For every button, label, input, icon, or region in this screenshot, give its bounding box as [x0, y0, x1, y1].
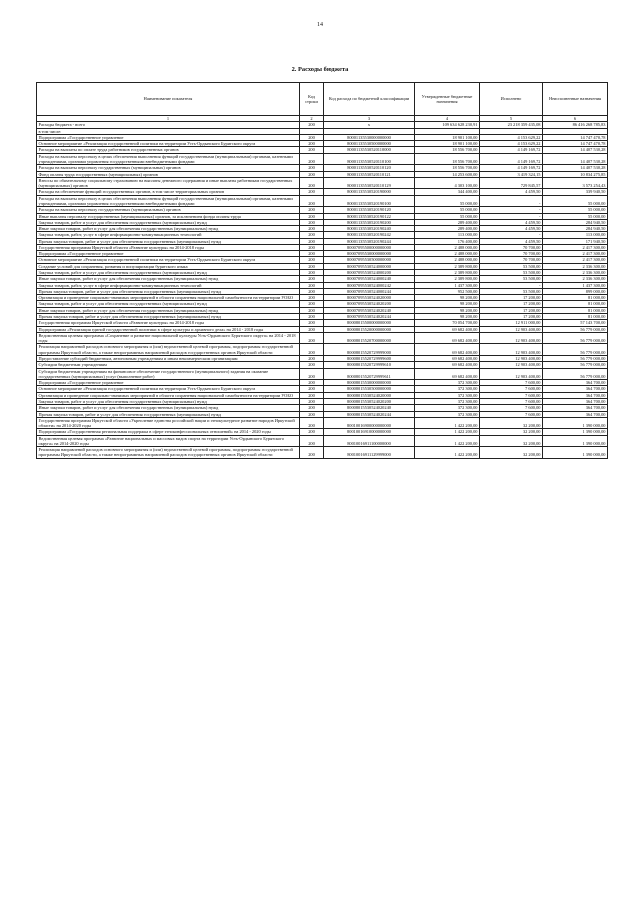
row-line-code: 200 [300, 270, 324, 276]
row-name: Государственная программа Иркутской области «Развитие культуры» на 2014-2018 годы [37, 320, 300, 326]
row-unexecuted: 1 390 000,00 [543, 417, 608, 429]
row-name: Реализация направлений расходов основного мероприятия и (или) ведомственной целевой программы, подпрограммы государственной программы Иркутской области, а также непрограммных направлений расходов государственных органов Иркутской области [37, 344, 300, 356]
row-line-code: 200 [300, 263, 324, 269]
row-executed: 70 700,00 [480, 257, 543, 263]
row-budget-code: 80001135530000000000 [324, 134, 415, 140]
row-executed: 12 903 400,00 [480, 362, 543, 368]
row-executed: 53 500,00 [480, 270, 543, 276]
row-unexecuted: 113 000,00 [543, 232, 608, 238]
row-budget-code: 80001135530520110120 [324, 165, 415, 171]
column-number: 2 [300, 116, 324, 122]
table-row [37, 368, 608, 380]
row-line-code: 200 [300, 165, 324, 171]
row-executed: 4 459,50 [480, 226, 543, 232]
row-name: Закупка товаров, работ, услуг в сфере информационно-коммуникационных технологий [37, 232, 300, 238]
row-name: Предоставление субсидий бюджетным, автономным учреждениям и иным некоммерческим организациям [37, 355, 300, 361]
section-title: 2. Расходы бюджета [291, 66, 349, 73]
row-unexecuted: 1 390 000,00 [543, 435, 608, 447]
row-name: Расходы на выплаты персоналу в целях обеспечения выполнения функций государственными (муниципальными) органами, казенными учреждениями, органами управления государственными внебюджетными фондами [37, 195, 300, 207]
row-budget-code: 80008015520729999610 [324, 362, 415, 368]
row-budget-code: 80007095530500000000 [324, 257, 415, 263]
row-executed: 7 600,00 [480, 386, 543, 392]
row-unexecuted: 2 336 300,00 [543, 263, 608, 269]
page-number: 14 [317, 22, 323, 28]
row-approved: 2 488 000,00 [415, 251, 480, 257]
row-unexecuted: 1 390 000,00 [543, 447, 608, 459]
row-line-code: 200 [300, 153, 324, 165]
row-budget-code: 80007095530524000242 [324, 282, 415, 288]
row-approved: 2 488 000,00 [415, 244, 480, 250]
row-executed: 4 149 169,72 [480, 153, 543, 165]
row-unexecuted: 14 747 470,78 [543, 134, 608, 140]
row-budget-code: 80001135530520190244 [324, 238, 415, 244]
row-line-code: 200 [300, 238, 324, 244]
row-name: Подпрограмма «Реализация единой государственной политики в сфере культуры и архивного дела» на 2014 - 2018 годы [37, 326, 300, 332]
row-name: Государственная программа Иркутской области «Укрепление единства российской нации и этнокультурное развитие народов Иркутской области» на 2014-2020 годы [37, 417, 300, 429]
row-name: Основное мероприятие «Реализация государственной политики на территории Усть-Ордынского Бурятского округа [37, 257, 300, 263]
row-unexecuted: 2 336 300,00 [543, 270, 608, 276]
row-name: Ведомственная целевая программа «Развитие национальных и массовых видов спорта на территории Усть-Ордынского Бурятского округа» на 2014-2020 годы [37, 435, 300, 447]
row-line-code: 200 [300, 398, 324, 404]
row-executed: 4 459,50 [480, 238, 543, 244]
row-executed: 53 500,00 [480, 263, 543, 269]
row-approved: 113 000,00 [415, 232, 480, 238]
row-executed: - [480, 282, 543, 288]
row-executed: 17 200,00 [480, 295, 543, 301]
row-line-code: 200 [300, 276, 324, 282]
row-line-code: 200 [300, 177, 324, 189]
row-unexecuted: 364 700,00 [543, 398, 608, 404]
row-approved: 14 253 600,00 [415, 171, 480, 177]
row-approved: 176 400,00 [415, 238, 480, 244]
row-name: в том числе: [37, 128, 300, 134]
table-row [37, 417, 608, 429]
row-executed: 7 600,00 [480, 398, 543, 404]
row-name: Закупка товаров, работ, услуг в сфере информационно-коммуникационных технологий [37, 282, 300, 288]
row-unexecuted: 14 747 470,78 [543, 141, 608, 147]
row-approved: 1 422 200,00 [415, 429, 480, 435]
header-executed: Исполнено [480, 83, 543, 116]
row-name: Иные закупки товаров, работ и услуг для обеспечения государственных (муниципальных) нужд [37, 226, 300, 232]
row-approved: 98 200,00 [415, 295, 480, 301]
row-budget-code: 80001135530520190200 [324, 219, 415, 225]
row-executed: 12 903 400,00 [480, 344, 543, 356]
row-approved: 372 300,00 [415, 392, 480, 398]
row-unexecuted: 899 000,00 [543, 288, 608, 294]
row-budget-code: 80008015530524020200 [324, 398, 415, 404]
row-line-code: 200 [300, 232, 324, 238]
row-line-code: 200 [300, 429, 324, 435]
row-name: Прочая закупка товаров, работ и услуг для обеспечения государственных (муниципальных) нужд [37, 288, 300, 294]
row-executed: 3 419 324,15 [480, 171, 543, 177]
row-unexecuted: 364 700,00 [543, 411, 608, 417]
row-budget-code: 80007095530524000240 [324, 276, 415, 282]
row-name: Ведомственная целевая программа «Сохранение и развитие национальной культуры Усть-Ордынского Бурятского округа» на 2014 - 2018 годы [37, 332, 300, 344]
row-name: Закупка товаров, работ и услуг для обеспечения государственных (муниципальных) нужд [37, 301, 300, 307]
row-unexecuted: 10 834 275,85 [543, 171, 608, 177]
row-line-code: 200 [300, 251, 324, 257]
row-budget-code: 80001135530520190100 [324, 195, 415, 207]
column-number: 5 [480, 116, 543, 122]
row-budget-code: 80001135530520110129 [324, 177, 415, 189]
row-budget-code: 80008015530524020000 [324, 392, 415, 398]
row-unexecuted: 364 700,00 [543, 386, 608, 392]
row-budget-code: 80001135530520190000 [324, 189, 415, 195]
row-name: Основное мероприятие «Реализация государственной политики на территории Усть-Ордынского Бурятского округа [37, 141, 300, 147]
row-approved: 18 901 100,00 [415, 134, 480, 140]
row-approved: 55 000,00 [415, 213, 480, 219]
row-budget-code: 80007095530524000244 [324, 288, 415, 294]
row-executed: 729 845,57 [480, 177, 543, 189]
row-executed: 17 200,00 [480, 314, 543, 320]
row-approved: 70 054 700,00 [415, 320, 480, 326]
row-budget-code: 80007095530524020244 [324, 314, 415, 320]
row-line-code: 200 [300, 405, 324, 411]
row-executed: 7 600,00 [480, 380, 543, 386]
row-executed: 23 218 359 435,08 [480, 122, 543, 128]
row-unexecuted: 14 407 530,28 [543, 165, 608, 171]
header-approved: Утвержденные бюджетные назначения [415, 83, 480, 116]
row-executed: 4 459,50 [480, 219, 543, 225]
row-name: Закупка товаров, работ и услуг для обеспечения государственных (муниципальных) нужд [37, 398, 300, 404]
row-name: Расходы бюджета - всего [37, 122, 300, 128]
table-row [37, 153, 608, 165]
row-unexecuted: 55 000,00 [543, 213, 608, 219]
row-approved: 372 300,00 [415, 398, 480, 404]
table-row [37, 447, 608, 459]
row-approved: 18 556 700,00 [415, 147, 480, 153]
row-approved: 69 682 400,00 [415, 344, 480, 356]
row-name: Субсидии бюджетным учреждениям на финансовое обеспечение государственного (муниципального) задания на оказание государственных (муниципальных) услуг (выполнение работ) [37, 368, 300, 380]
row-executed: 7 600,00 [480, 411, 543, 417]
row-name: Основное мероприятие «Реализация государственной политики на территории Усть-Ордынского Бурятского округа [37, 386, 300, 392]
table-row [37, 332, 608, 344]
column-number: 4 [415, 116, 480, 122]
row-approved: 372 300,00 [415, 386, 480, 392]
row-unexecuted: 55 000,00 [543, 207, 608, 213]
row-approved: 69 682 400,00 [415, 355, 480, 361]
row-line-code: 200 [300, 386, 324, 392]
row-approved: 1 437 300,00 [415, 282, 480, 288]
row-approved: 2 488 000,00 [415, 257, 480, 263]
row-line-code: 200 [300, 195, 324, 207]
row-approved: 98 200,00 [415, 314, 480, 320]
row-name: Реализация направлений расходов основного мероприятия и (или) ведомственной целевой программы, подпрограммы государственной программы Иркутской области, а также непрограммных направлений расходов государственных органов Иркутской области [37, 447, 300, 459]
row-approved: 98 200,00 [415, 307, 480, 313]
row-name: Закупка товаров, работ и услуг для обеспечения государственных (муниципальных) нужд [37, 219, 300, 225]
row-unexecuted: 2 417 300,00 [543, 251, 608, 257]
row-executed: 70 700,00 [480, 251, 543, 257]
row-name: Иные закупки товаров, работ и услуг для обеспечения государственных (муниципальных) нужд [37, 405, 300, 411]
row-name: Расходы на обеспечение функций государственных органов, в том числе территориальных органов [37, 189, 300, 195]
row-name: Иные выплаты персоналу государственных (муниципальных) органов, за исключением фонда оплаты труда [37, 213, 300, 219]
row-approved: 69 682 400,00 [415, 362, 480, 368]
row-budget-code: 80008015520729999600 [324, 355, 415, 361]
row-unexecuted: 364 700,00 [543, 392, 608, 398]
row-approved: 344 400,00 [415, 189, 480, 195]
row-unexecuted: 14 407 530,28 [543, 147, 608, 153]
row-approved: 69 682 400,00 [415, 368, 480, 380]
row-name: Прочая закупка товаров, работ и услуг для обеспечения государственных (муниципальных) нужд [37, 238, 300, 244]
row-line-code: 200 [300, 320, 324, 326]
row-line-code: 200 [300, 447, 324, 459]
row-name: Иные закупки товаров, работ и услуг для обеспечения государственных (муниципальных) нужд [37, 307, 300, 313]
row-executed: 12 903 400,00 [480, 355, 543, 361]
row-approved: 2 389 800,00 [415, 270, 480, 276]
row-line-code: 200 [300, 344, 324, 356]
row-line-code: 200 [300, 411, 324, 417]
row-line-code: 200 [300, 134, 324, 140]
row-budget-code: 80010016911100000000 [324, 435, 415, 447]
row-budget-code: 80008015520700000000 [324, 332, 415, 344]
row-budget-code: 80001135530520190242 [324, 232, 415, 238]
row-executed: 12 911 000,00 [480, 320, 543, 326]
row-executed: 12 903 400,00 [480, 326, 543, 332]
row-approved: 98 200,00 [415, 301, 480, 307]
row-approved: 2 389 800,00 [415, 263, 480, 269]
row-executed: 4 153 629,22 [480, 134, 543, 140]
row-budget-code: 80007095530524020000 [324, 295, 415, 301]
row-budget-code: 80001135530500000000 [324, 141, 415, 147]
row-unexecuted: 1 437 300,00 [543, 282, 608, 288]
row-unexecuted: 56 779 000,00 [543, 326, 608, 332]
row-budget-code: 80010016911129999000 [324, 447, 415, 459]
row-executed: 32 200,00 [480, 435, 543, 447]
row-line-code: 200 [300, 380, 324, 386]
row-executed: 70 700,00 [480, 244, 543, 250]
row-line-code: 200 [300, 147, 324, 153]
row-approved: 2 389 800,00 [415, 276, 480, 282]
row-approved: 372 300,00 [415, 380, 480, 386]
row-line-code: 200 [300, 355, 324, 361]
row-name: Расходы на выплаты персоналу государственных (муниципальных) органов [37, 165, 300, 171]
row-line-code: 200 [300, 417, 324, 429]
row-unexecuted: 364 700,00 [543, 405, 608, 411]
row-unexecuted: 81 000,00 [543, 314, 608, 320]
row-line-code: 200 [300, 282, 324, 288]
row-line-code: 200 [300, 122, 324, 128]
row-executed: 4 459,50 [480, 189, 543, 195]
row-unexecuted: 55 000,00 [543, 195, 608, 207]
row-line-code: 200 [300, 288, 324, 294]
row-approved: 55 000,00 [415, 195, 480, 207]
row-executed: 4 153 629,22 [480, 141, 543, 147]
row-executed: 7 600,00 [480, 392, 543, 398]
header-name: Наименование показателя [37, 83, 300, 116]
table-body [37, 122, 608, 458]
row-approved: 109 634 628 230,91 [415, 122, 480, 128]
row-budget-code: 80007095500000000000 [324, 244, 415, 250]
row-line-code: 200 [300, 244, 324, 250]
row-approved: 18 901 100,00 [415, 141, 480, 147]
row-unexecuted: 14 407 530,28 [543, 153, 608, 165]
row-line-code: 200 [300, 332, 324, 344]
row-line-code: 200 [300, 435, 324, 447]
row-name: Расходы на выплаты по оплате труда работников государственных органов [37, 147, 300, 153]
column-number: 6 [543, 116, 608, 122]
column-number: 3 [324, 116, 415, 122]
row-unexecuted: 2 417 300,00 [543, 257, 608, 263]
row-budget-code: 80008015520000000000 [324, 326, 415, 332]
row-unexecuted: 171 940,50 [543, 238, 608, 244]
row-line-code: 200 [300, 301, 324, 307]
row-executed: - [480, 232, 543, 238]
row-name: Подпрограмма «Государственное управление [37, 251, 300, 257]
row-approved: 55 000,00 [415, 207, 480, 213]
row-unexecuted: 56 779 000,00 [543, 344, 608, 356]
row-executed: - [480, 213, 543, 219]
row-line-code: 200 [300, 307, 324, 313]
row-approved: 372 300,00 [415, 405, 480, 411]
row-budget-code: 80008015520729999611 [324, 368, 415, 380]
row-executed: - [480, 195, 543, 207]
header-unexecuted: Неисполненные назначения [543, 83, 608, 116]
row-name: Организация и проведение социально-значимых мероприятий в области сохранения национальной самобытности на территории УОБО [37, 392, 300, 398]
row-approved: 69 682 400,00 [415, 326, 480, 332]
row-budget-code: 80010016900000000000 [324, 417, 415, 429]
row-approved: 1 422 200,00 [415, 435, 480, 447]
row-budget-code: 80001135530520190120 [324, 207, 415, 213]
row-name: Прочая закупка товаров, работ и услуг для обеспечения государственных (муниципальных) нужд [37, 411, 300, 417]
row-budget-code: 80001135530520110100 [324, 153, 415, 165]
column-number: 1 [37, 116, 300, 122]
row-budget-code: 80001135530520190122 [324, 213, 415, 219]
row-unexecuted: 81 000,00 [543, 307, 608, 313]
row-budget-code: 80008015530524020240 [324, 405, 415, 411]
row-line-code: 200 [300, 171, 324, 177]
row-unexecuted: 3 573 254,43 [543, 177, 608, 189]
row-name: Расходы на выплаты персоналу государственных (муниципальных) органов [37, 207, 300, 213]
row-unexecuted: 364 700,00 [543, 380, 608, 386]
table-row [37, 177, 608, 189]
row-approved: 1 422 200,00 [415, 417, 480, 429]
row-unexecuted: 1 390 000,00 [543, 429, 608, 435]
row-name: Подпрограмма «Государственное управление [37, 380, 300, 386]
row-budget-code: 80008015530500000000 [324, 386, 415, 392]
row-line-code: 200 [300, 362, 324, 368]
row-name: Создание условий для сохранения, развития и популяризации бурятского языка [37, 263, 300, 269]
row-unexecuted: 56 779 000,00 [543, 368, 608, 380]
row-name: Прочая закупка товаров, работ и услуг для обеспечения государственных (муниципальных) нужд [37, 314, 300, 320]
row-unexecuted: 284 940,50 [543, 219, 608, 225]
row-budget-code: 80007095530524000200 [324, 270, 415, 276]
header-budget-code: Код расхода по бюджетной классификации [324, 83, 415, 116]
row-budget-code: x [324, 122, 415, 128]
row-approved: 69 682 400,00 [415, 332, 480, 344]
row-budget-code: 80001135530520190240 [324, 226, 415, 232]
row-line-code: 200 [300, 213, 324, 219]
row-budget-code: 80008015530524020244 [324, 411, 415, 417]
row-executed: 4 149 169,72 [480, 147, 543, 153]
row-name: Государственная программа Иркутской области «Развитие культуры» на 2014-2018 годы [37, 244, 300, 250]
row-unexecuted: 81 000,00 [543, 301, 608, 307]
row-approved: 289 400,00 [415, 219, 480, 225]
row-budget-code: 80001135530520110121 [324, 171, 415, 177]
row-line-code: 200 [300, 257, 324, 263]
row-unexecuted: 86 416 268 785,83 [543, 122, 608, 128]
row-line-code: 200 [300, 295, 324, 301]
row-budget-code: 80008015520729999000 [324, 344, 415, 356]
row-name: Подпрограмма «Государственная региональная поддержка в сфере этноконфессиональных отношений» на 2014 - 2020 годы [37, 429, 300, 435]
row-approved: 18 556 700,00 [415, 165, 480, 171]
row-name: Субсидии бюджетным учреждениям [37, 362, 300, 368]
row-unexecuted: 339 940,50 [543, 189, 608, 195]
row-approved: 18 556 700,00 [415, 153, 480, 165]
row-budget-code: 80007095530524020240 [324, 307, 415, 313]
row-budget-code: 80010016910000000000 [324, 429, 415, 435]
row-executed: 7 600,00 [480, 405, 543, 411]
row-name: Подпрограмма «Государственное управление [37, 134, 300, 140]
table-row [37, 435, 608, 447]
header-line-code: Код строки [300, 83, 324, 116]
row-executed: 4 149 169,72 [480, 165, 543, 171]
table-row [37, 195, 608, 207]
row-executed: 32 200,00 [480, 447, 543, 459]
row-unexecuted: 2 417 300,00 [543, 244, 608, 250]
row-budget-code: 80007095530000000000 [324, 251, 415, 257]
row-unexecuted: 284 940,50 [543, 226, 608, 232]
row-line-code: 200 [300, 368, 324, 380]
row-executed: - [480, 207, 543, 213]
row-executed: 53 500,00 [480, 276, 543, 282]
row-executed: 17 200,00 [480, 301, 543, 307]
row-executed: 32 200,00 [480, 417, 543, 429]
row-line-code: 200 [300, 207, 324, 213]
row-line-code: 200 [300, 219, 324, 225]
row-budget-code: 80008015500000000000 [324, 320, 415, 326]
row-line-code: 200 [300, 326, 324, 332]
expenditure-table [36, 82, 608, 459]
row-budget-code: 80007095530524020200 [324, 301, 415, 307]
row-unexecuted: 56 779 000,00 [543, 355, 608, 361]
row-line-code: 200 [300, 189, 324, 195]
row-unexecuted: 2 336 300,00 [543, 276, 608, 282]
row-name: Фонд оплаты труда государственных (муниципальных) органов [37, 171, 300, 177]
row-executed: 12 903 400,00 [480, 332, 543, 344]
row-line-code: 200 [300, 141, 324, 147]
row-budget-code: 80007095530524000000 [324, 263, 415, 269]
row-executed: 17 200,00 [480, 307, 543, 313]
row-name: Расходы на выплаты персоналу в целях обеспечения выполнения функций государственными (муниципальными) органами, казенными учреждениями, органами управления государственными внебюджетными фондами [37, 153, 300, 165]
row-line-code: 200 [300, 226, 324, 232]
header-row [37, 83, 608, 116]
row-executed: 53 500,00 [480, 288, 543, 294]
row-approved: 4 303 100,00 [415, 177, 480, 189]
row-unexecuted: 56 779 000,00 [543, 332, 608, 344]
row-name: Иные закупки товаров, работ и услуг для обеспечения государственных (муниципальных) нужд [37, 276, 300, 282]
row-approved: 1 422 200,00 [415, 447, 480, 459]
row-name: Взносы по обязательному социальному страхованию на выплаты денежного содержания и иные выплаты работникам государственных (муниципальных) органов [37, 177, 300, 189]
row-approved: 952 500,00 [415, 288, 480, 294]
row-unexecuted: 81 000,00 [543, 295, 608, 301]
row-budget-code: 80001135530520110000 [324, 147, 415, 153]
row-line-code: 200 [300, 392, 324, 398]
row-unexecuted: 57 143 700,00 [543, 320, 608, 326]
row-executed: 12 903 400,00 [480, 368, 543, 380]
row-name: Закупка товаров, работ и услуг для обеспечения государственных (муниципальных) нужд [37, 270, 300, 276]
row-name: Организация и проведение социально-значимых мероприятий в области сохранения национальной самобытности на территории УОБО [37, 295, 300, 301]
row-budget-code: 80008015530000000000 [324, 380, 415, 386]
row-unexecuted: 56 779 000,00 [543, 362, 608, 368]
row-executed: 32 200,00 [480, 429, 543, 435]
row-line-code: 200 [300, 314, 324, 320]
row-approved: 289 400,00 [415, 226, 480, 232]
table-row [37, 344, 608, 356]
row-approved: 372 300,00 [415, 411, 480, 417]
